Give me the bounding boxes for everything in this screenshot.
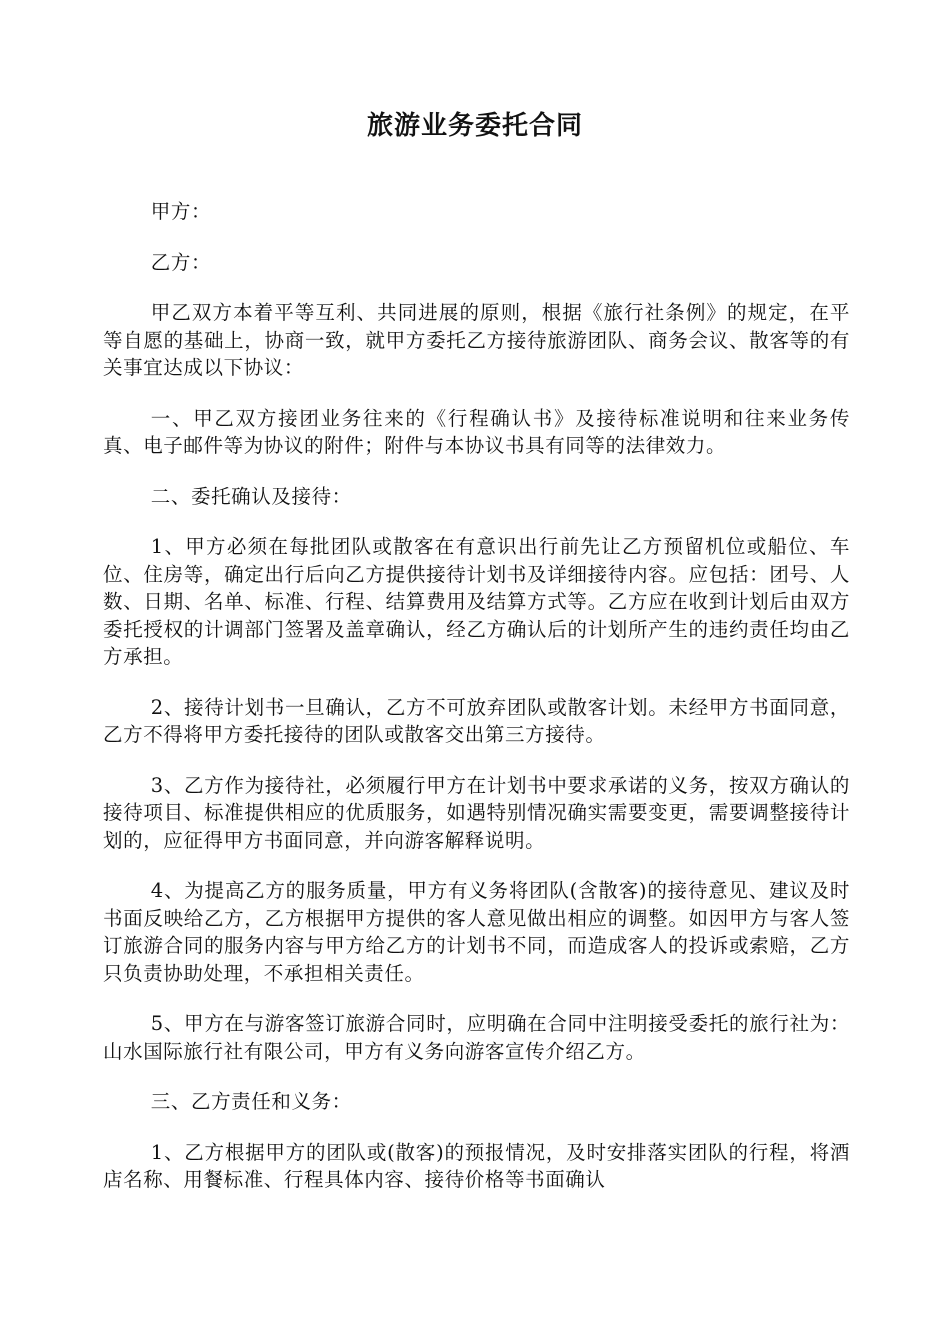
clause-1-attachments: 一、甲乙双方接团业务往来的《行程确认书》及接待标准说明和往来业务传真、电子邮件等为协议的附件；附件与本协议书具有同等的法律效力。 (103, 406, 850, 457)
section-2-item-1: 1、甲方必须在每批团队或散客在有意识出行前先让乙方预留机位或船位、车位、住房等，确定出行后向乙方提供接待计划书及详细接待内容。应包括：团号、人数、日期、名单、标准、行程、结算费用及结算方式等。乙方应在收到计划后由双方委托授权的计调部门签署及盖章确认，经乙方确认后的计划所产生的违约责任均由乙方承担。 (103, 535, 850, 668)
section-3-heading: 三、乙方责任和义务： (150, 1090, 352, 1113)
document-body (103, 198, 850, 1217)
preamble-paragraph: 甲乙双方本着平等互利、共同进展的原则，根据《旅行社条例》的规定，在平等自愿的基础上，协商一致，就甲方委托乙方接待旅游团队、商务会议、散客等的有关事宜达成以下协议： (103, 301, 850, 379)
section-3-item-1: 1、乙方根据甲方的团队或(散客)的预报情况，及时安排落实团队的行程，将酒店名称、用餐标准、行程具体内容、接待价格等书面确认 (103, 1140, 850, 1191)
document-title: 旅游业务委托合同 (366, 111, 583, 141)
section-2-heading: 二、委托确认及接待： (150, 484, 352, 508)
party-b-line: 乙方： (150, 250, 212, 274)
section-2-item-3: 3、乙方作为接待社，必须履行甲方在计划书中要求承诺的义务，按双方确认的接待项目、标准提供相应的优质服务，如遇特别情况确实需要变更，需要调整接待计划的，应征得甲方书面同意，并向游客解释说明。 (103, 773, 850, 852)
section-2-item-5: 5、甲方在与游客签订旅游合同时，应明确在合同中注明接受委托的旅行社为：山水国际旅行社有限公司，甲方有义务向游客宣传介绍乙方。 (103, 1012, 850, 1063)
section-2-item-2: 2、接待计划书一旦确认，乙方不可放弃团队或散客计划。未经甲方书面同意，乙方不得将甲方委托接待的团队或散客交出第三方接待。 (103, 695, 850, 746)
party-a-line: 甲方： (150, 200, 212, 223)
section-2-item-4: 4、为提高乙方的服务质量，甲方有义务将团队(含散客)的接待意见、建议及时书面反映给乙方，乙方根据甲方提供的客人意见做出相应的调整。如因甲方与客人签订旅游合同的服务内容与甲方给乙方的计划书不同，而造成客人的投诉或索赔，乙方只负责协助处理，不承担相关责任。 (103, 879, 850, 985)
